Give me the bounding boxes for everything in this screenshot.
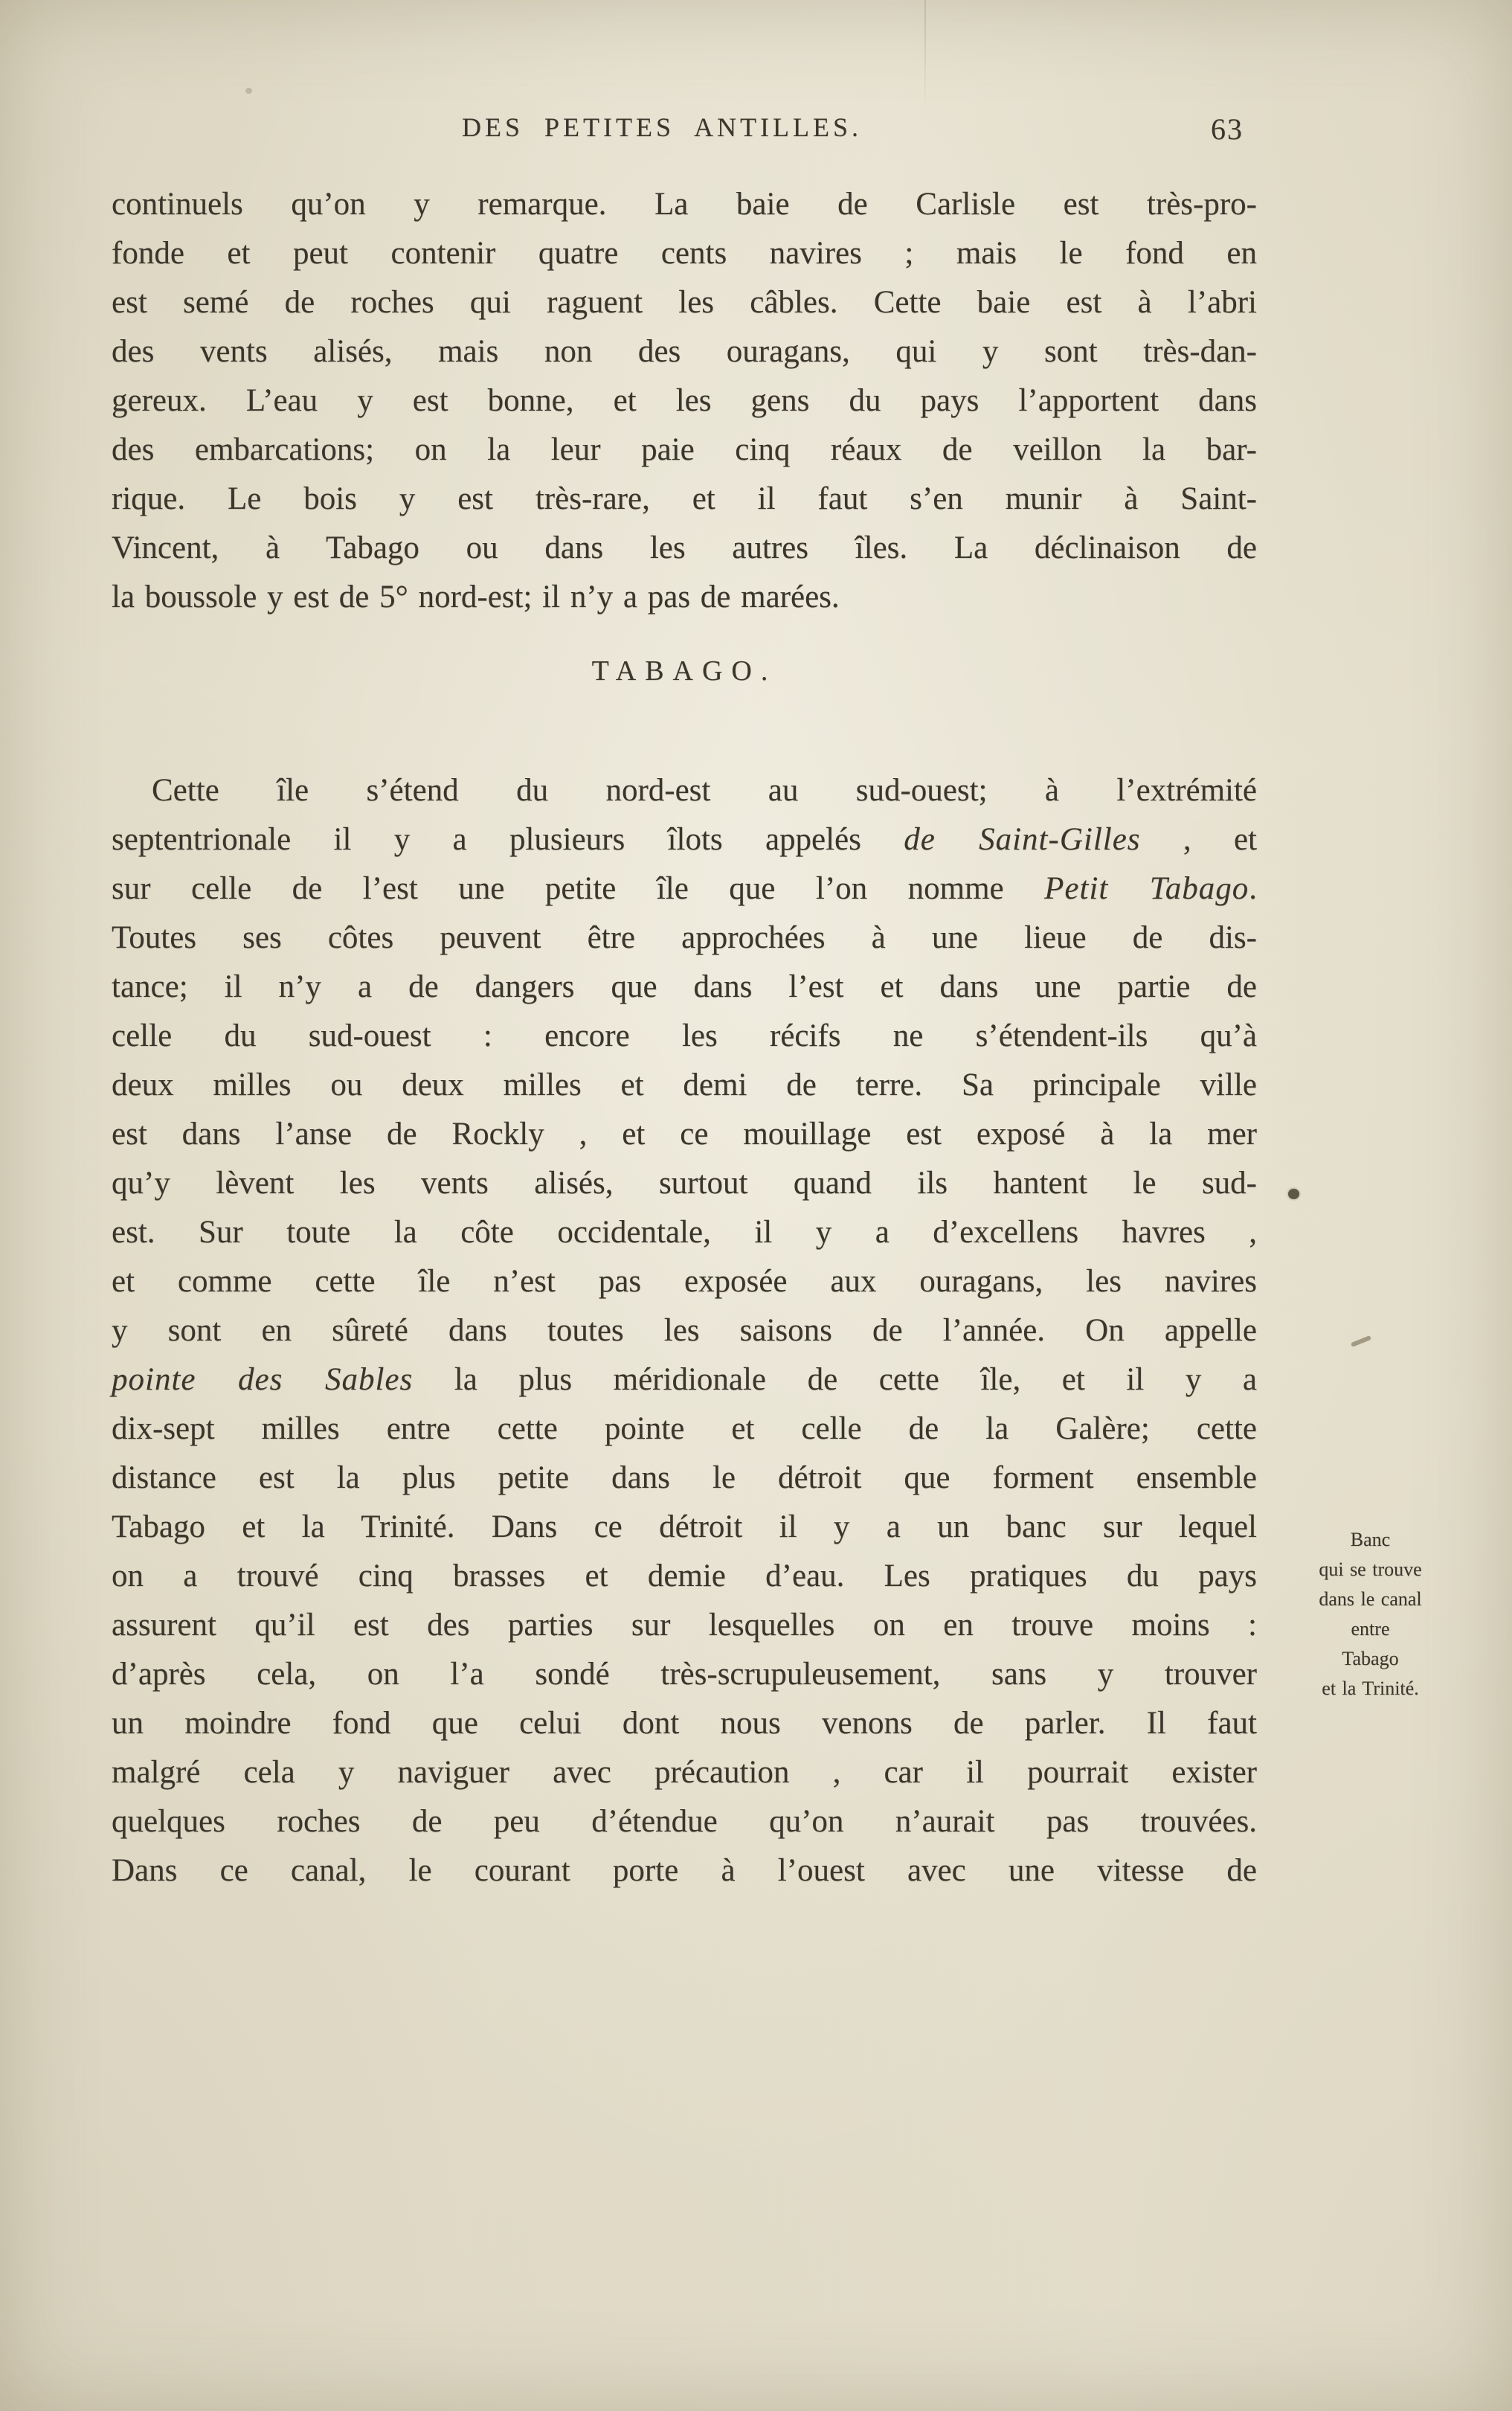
text-segment: . bbox=[1249, 871, 1257, 906]
text-line: malgré cela y naviguer avec précaution , car il pourrait exister bbox=[112, 1755, 1257, 1790]
italic-phrase: pointe des Sables bbox=[112, 1362, 414, 1397]
text-line: quelques roches de peu d’étendue qu’on n’aurait pas trouvées. bbox=[112, 1804, 1257, 1839]
paper-crease bbox=[924, 0, 926, 112]
text-line: des embarcations; on la leur paie cinq réaux de veillon la bar- bbox=[112, 432, 1257, 467]
text-line: et comme cette île n’est pas exposée aux ouragans, les navires bbox=[112, 1264, 1257, 1299]
paper-speck bbox=[1288, 1189, 1299, 1199]
text-line: y sont en sûreté dans toutes les saisons de l’année. On appelle bbox=[112, 1313, 1257, 1348]
paper-speck bbox=[1351, 1335, 1371, 1347]
text-line: la boussole y est de 5° nord-est; il n’y a pas de marées. bbox=[112, 580, 840, 614]
text-line: dans le canal bbox=[1319, 1588, 1422, 1610]
italic-phrase: de Saint-Gilles bbox=[904, 822, 1141, 857]
text-line: distance est la plus petite dans le détroit que forment ensemble bbox=[112, 1460, 1257, 1495]
text-line: gereux. L’eau y est bonne, et les gens du pays l’apportent dans bbox=[112, 383, 1257, 418]
paragraph-carlisle-bay bbox=[112, 180, 1257, 622]
text-line: d’après cela, on l’a sondé très-scrupuleusement, sans y trouver bbox=[112, 1657, 1257, 1692]
text-segment: septentrionale il y a plusieurs îlots appelés bbox=[112, 822, 904, 857]
text-line: Vincent, à Tabago ou dans les autres îles. La déclinaison de bbox=[112, 530, 1257, 565]
text-line: on a trouvé cinq brasses et demie d’eau. Les pratiques du pays bbox=[112, 1558, 1257, 1593]
text-block bbox=[112, 112, 1257, 1895]
text-line: tance; il n’y a de dangers que dans l’est et dans une partie de bbox=[112, 969, 1257, 1004]
text-line: un moindre fond que celui dont nous venons de parler. Il faut bbox=[112, 1706, 1257, 1741]
text-segment: sur celle de l’est une petite île que l’on nomme bbox=[112, 871, 1045, 906]
text-line: Tabago bbox=[1342, 1648, 1399, 1669]
text-line: est semé de roches qui raguent les câbles. Cette baie est à l’abri bbox=[112, 285, 1257, 320]
text-line: entre bbox=[1351, 1618, 1390, 1640]
italic-phrase: Petit Tabago bbox=[1044, 871, 1249, 906]
text-line: des vents alisés, mais non des ouragans, qui y sont très-dan- bbox=[112, 334, 1257, 369]
text-line: Tabago et la Trinité. Dans ce détroit il y a un banc sur lequel bbox=[112, 1509, 1257, 1544]
text-line: celle du sud-ouest : encore les récifs ne s’étendent-ils qu’à bbox=[112, 1018, 1257, 1053]
text-line: assurent qu’il est des parties sur lesquelles on en trouve moins : bbox=[112, 1608, 1257, 1643]
running-title: DES PETITES ANTILLES. bbox=[462, 112, 862, 142]
text-line: est. Sur toute la côte occidentale, il y a d’excellens havres , bbox=[112, 1215, 1257, 1250]
text-line: fonde et peut contenir quatre cents navires ; mais le fond en bbox=[112, 236, 1257, 271]
text-line: Dans ce canal, le courant porte à l’ouest avec une vitesse de bbox=[112, 1853, 1257, 1888]
section-heading-tabago: TABAGO. bbox=[591, 655, 777, 687]
page-number: 63 bbox=[1211, 112, 1244, 146]
page-header bbox=[112, 112, 1257, 149]
text-line: rique. Le bois y est très-rare, et il faut s’en munir à Saint- bbox=[112, 481, 1257, 516]
text-line bbox=[112, 864, 1257, 914]
text-line: Cette île s’étend du nord-est au sud-ouest; à l’extrémité bbox=[152, 773, 1257, 808]
paragraph-tabago bbox=[112, 766, 1257, 1895]
text-line: qu’y lèvent les vents alisés, surtout quand ils hantent le sud- bbox=[112, 1166, 1257, 1201]
text-line: dix-sept milles entre cette pointe et celle de la Galère; cette bbox=[112, 1411, 1257, 1446]
text-line: et la Trinité. bbox=[1322, 1678, 1419, 1699]
text-segment: la plus méridionale de cette île, et il y a bbox=[413, 1362, 1257, 1397]
text-line: continuels qu’on y remarque. La baie de Carlisle est très-pro- bbox=[112, 187, 1257, 222]
text-line: deux milles ou deux milles et demi de terre. Sa principale ville bbox=[112, 1068, 1257, 1102]
text-segment: , et bbox=[1140, 822, 1257, 857]
text-line: Banc bbox=[1350, 1529, 1391, 1550]
margin-note-banc bbox=[1264, 1525, 1476, 1704]
text-line bbox=[112, 1355, 1257, 1404]
text-line: Toutes ses côtes peuvent être approchées à une lieue de dis- bbox=[112, 920, 1257, 955]
text-line bbox=[112, 815, 1257, 864]
text-line: qui se trouve bbox=[1319, 1558, 1422, 1580]
paper-speck bbox=[245, 88, 252, 94]
text-line: est dans l’anse de Rockly , et ce mouillage est exposé à la mer bbox=[112, 1117, 1257, 1152]
